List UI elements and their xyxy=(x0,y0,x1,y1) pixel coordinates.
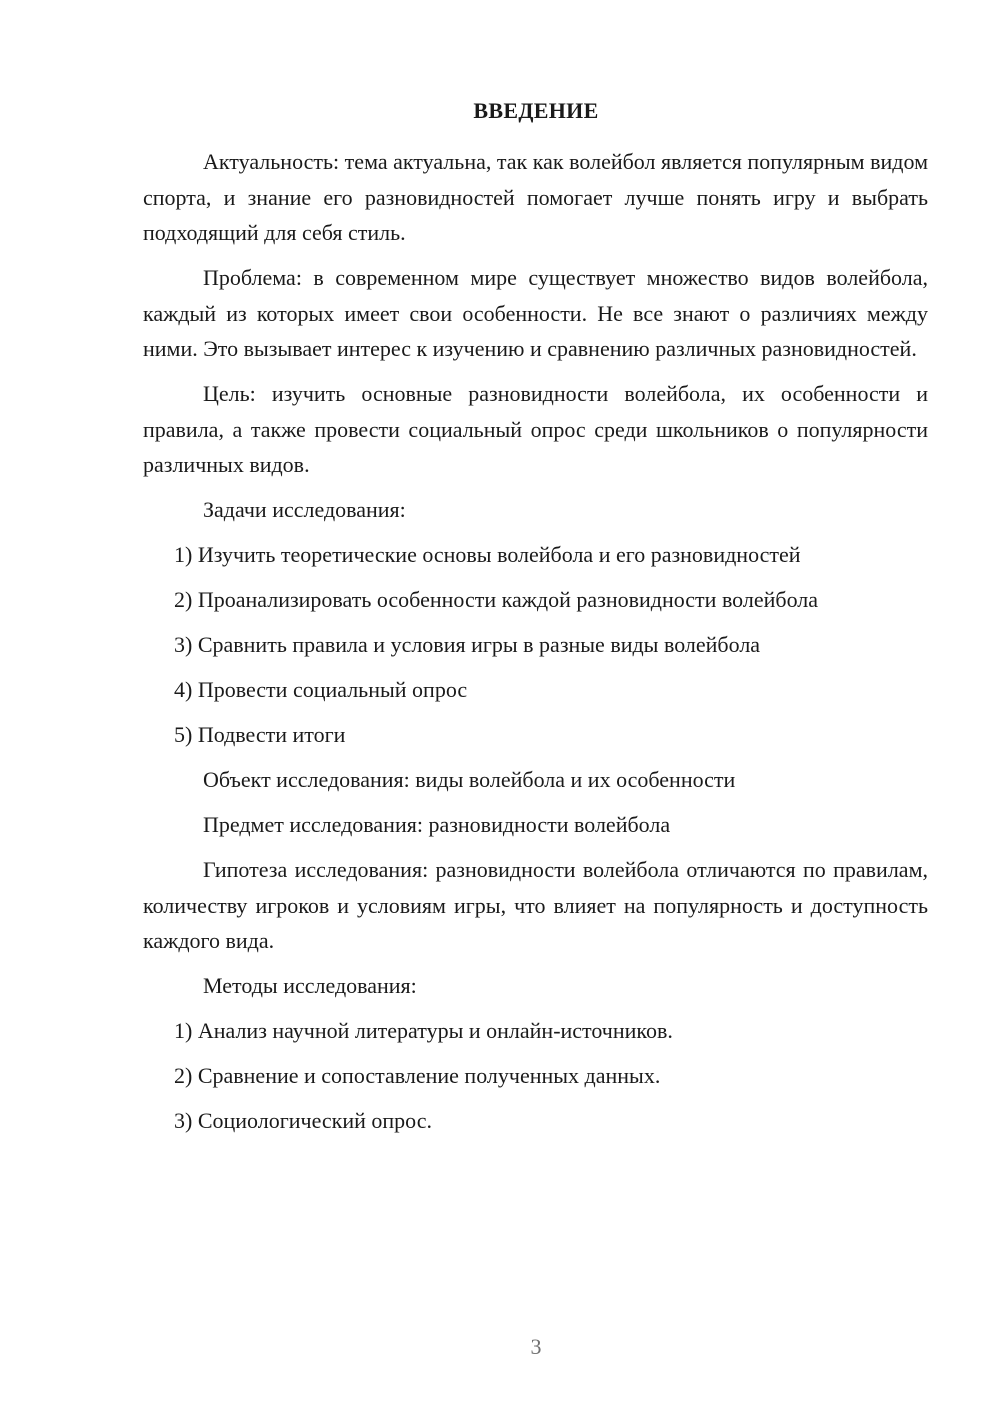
tasks-list xyxy=(143,537,928,753)
paragraph-relevance: Актуальность: тема актуальна, так как волейбол является популярным видом спорта, и знание его разновидностей помогает лучше понять игру и выбрать подходящий для себя стиль. xyxy=(143,149,928,245)
list-item: 2) Сравнение и сопоставление полученных данных. xyxy=(174,1063,661,1088)
paragraph-goal: Цель: изучить основные разновидности волейбола, их особенности и правила, а также провести социальный опрос среди школьников о популярности различных видов. xyxy=(143,381,928,477)
paragraph-problem: Проблема: в современном мире существует множество видов волейбола, каждый из которых имеет свои особенности. Не все знают о различиях между ними. Это вызывает интерес к изучению и сравнению различных разновидностей. xyxy=(143,265,928,361)
list-item: 3) Сравнить правила и условия игры в разные виды волейбола xyxy=(174,632,761,657)
list-item: 4) Провести социальный опрос xyxy=(174,677,468,702)
paragraph-object: Объект исследования: виды волейбола и их особенности xyxy=(203,767,736,792)
document-body xyxy=(143,144,928,1148)
list-item: 2) Проанализировать особенности каждой разновидности волейбола xyxy=(174,587,819,612)
paragraph-hypothesis: Гипотеза исследования: разновидности волейбола отличаются по правилам, количеству игроков и условиям игры, что влияет на популярность и доступность каждого вида. xyxy=(143,857,928,953)
paragraph-subject: Предмет исследования: разновидности волейбола xyxy=(203,812,671,837)
section-heading: ВВЕДЕНИЕ xyxy=(473,98,599,123)
methods-list xyxy=(143,1013,928,1139)
list-item: 1) Анализ научной литературы и онлайн-источников. xyxy=(174,1018,673,1043)
list-item: 3) Социологический опрос. xyxy=(174,1108,432,1133)
list-item: 5) Подвести итоги xyxy=(174,722,346,747)
methods-heading: Методы исследования: xyxy=(203,973,417,998)
list-item: 1) Изучить теоретические основы волейбола и его разновидностей xyxy=(174,542,801,567)
tasks-heading: Задачи исследования: xyxy=(203,497,406,522)
page-number: 3 xyxy=(530,1334,542,1359)
